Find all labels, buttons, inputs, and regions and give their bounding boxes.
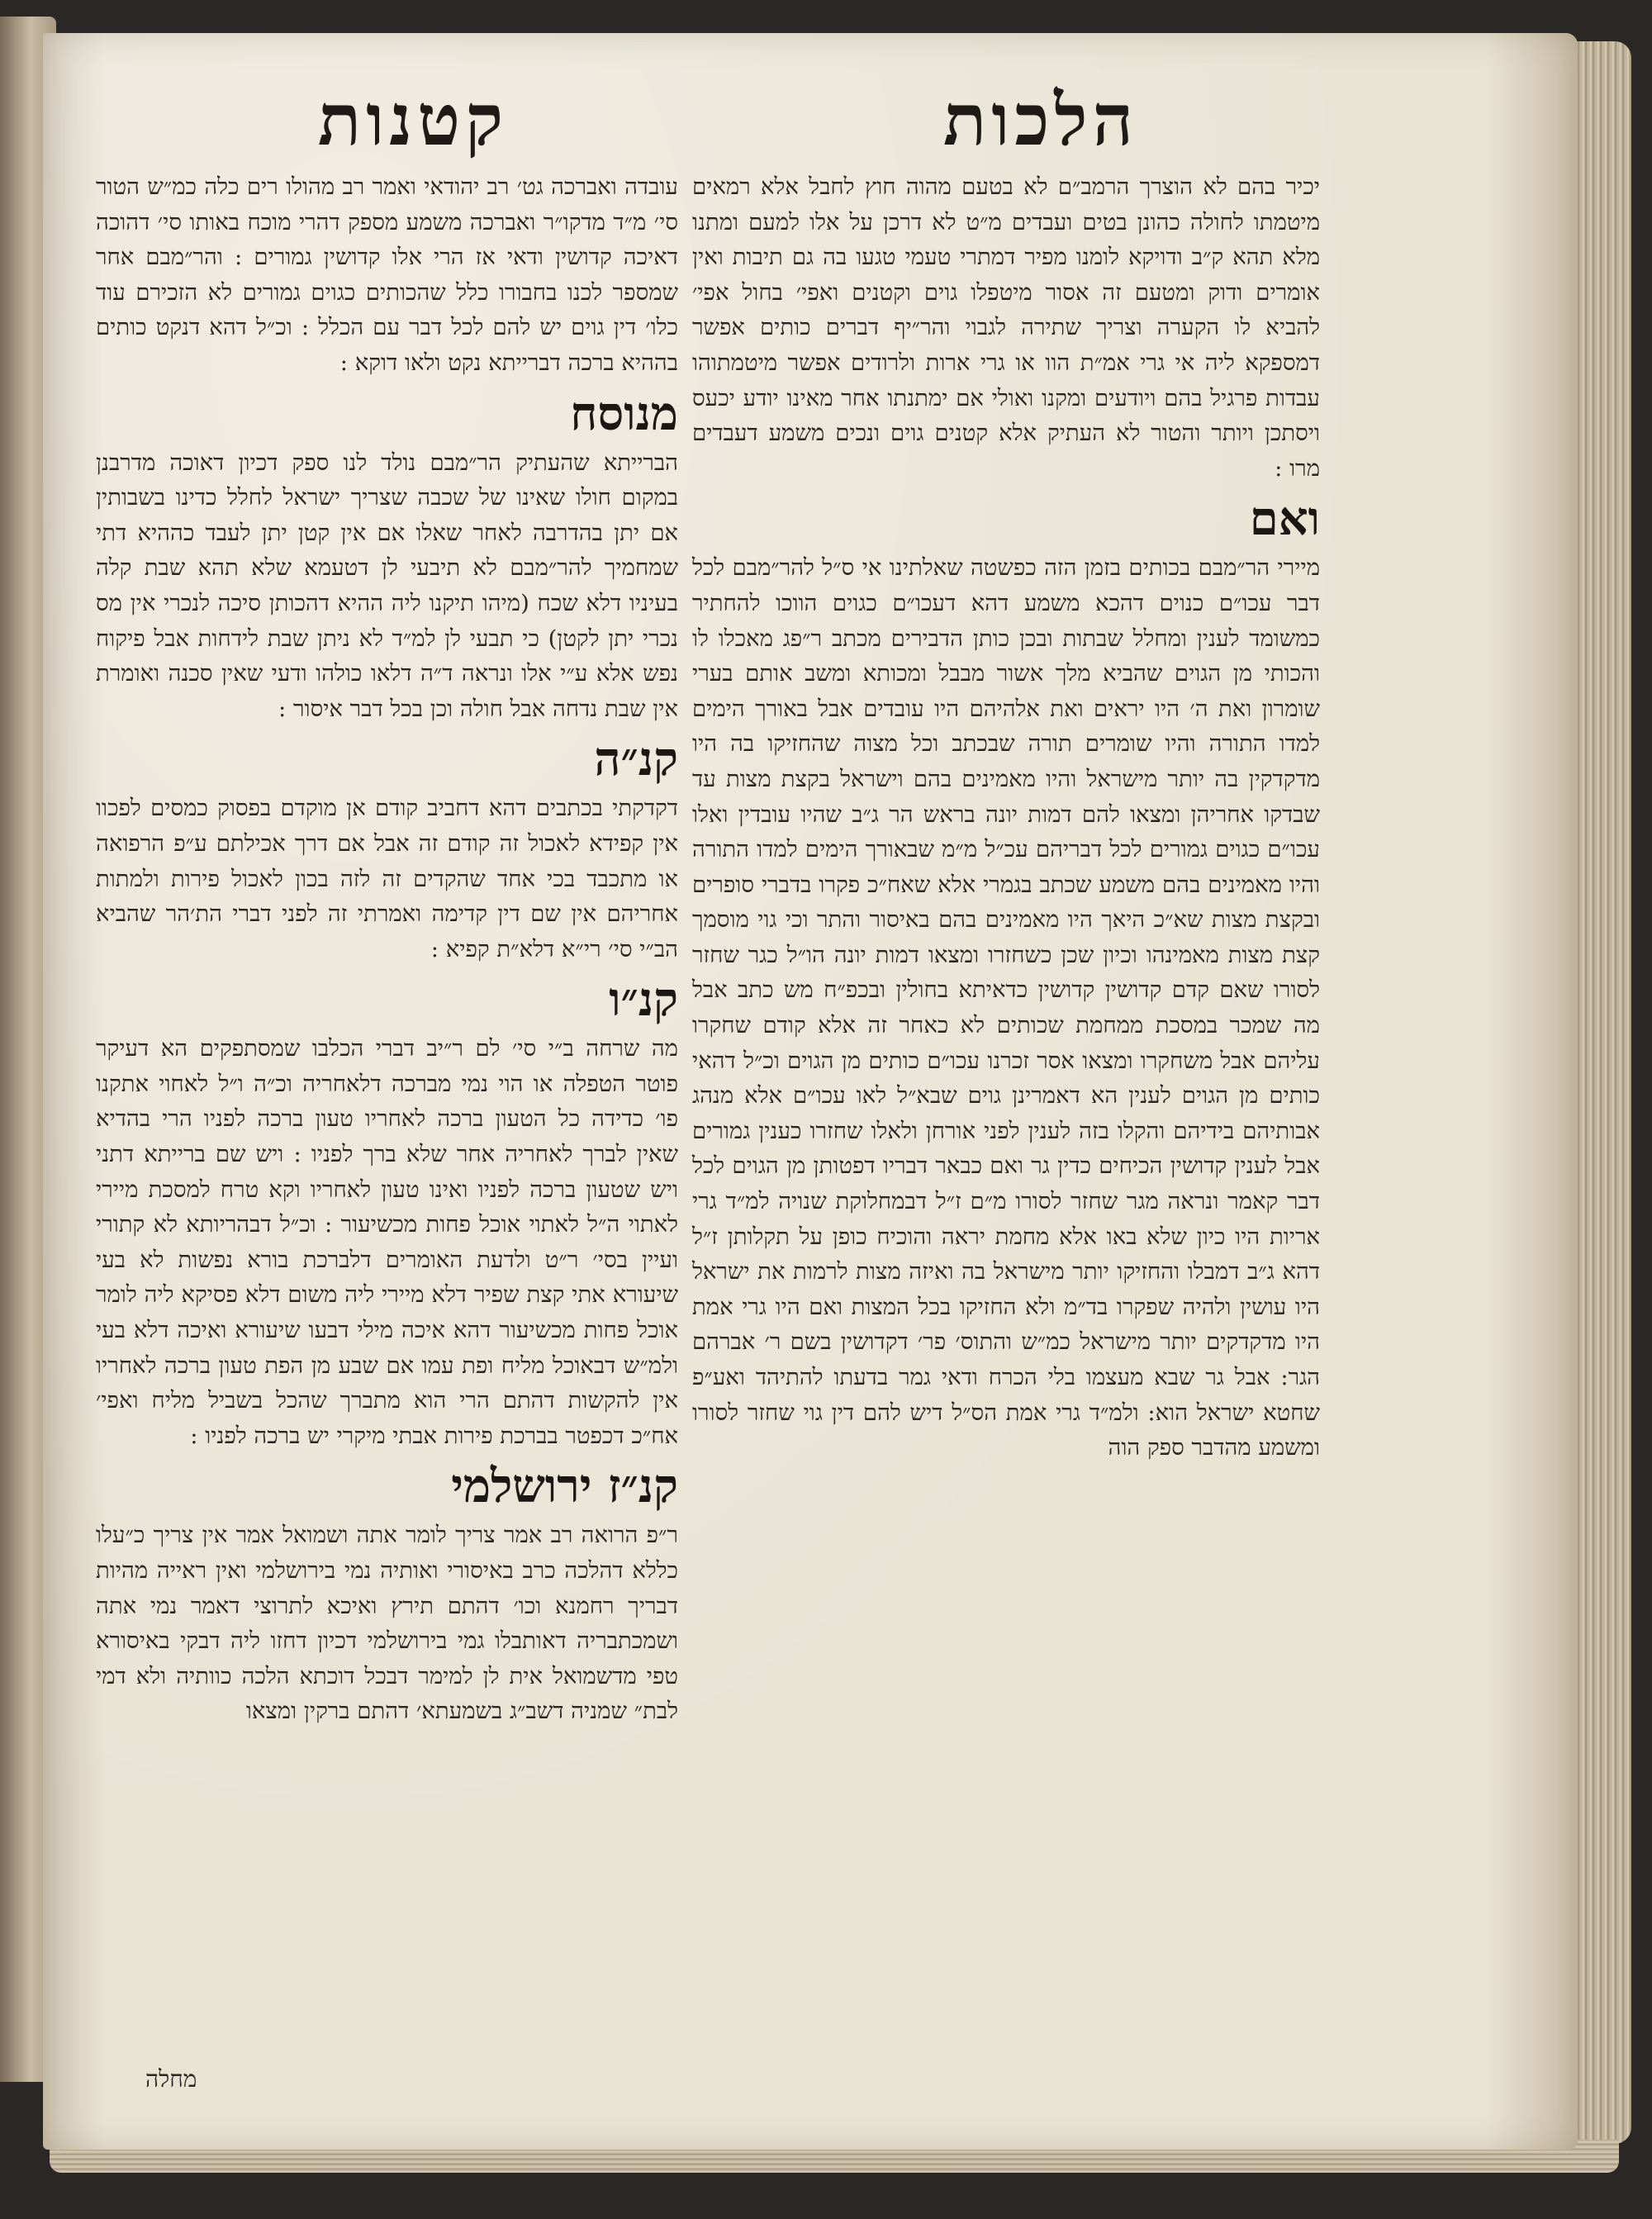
text-column-left [96,169,678,1729]
text-column-right [692,169,1320,1466]
paragraph: דקדקתי בכתבים דהא דחביב קודם אן מוקדם בפסוק כמסים לפכוו אין קפידא לאכול זה קודם זה אבל אם דרך אכילתם ע״פ הרפואה או מתכבד בכי אחד שהקדים זה לזה בכון לאכול פירות ולמתות אחריהם אין שם דין קדימה ואמרתי זה לפני דברי הת׳הר שהביא הב״י סי׳ רי״א דלא״ת קפיא : [96,795,678,962]
running-head-right: הלכות [942,78,1139,162]
paragraph: יכיר בהם לא הוצרך הרמב״ם לא בטעם מהוה חוץ לחבל אלא רמאים מיטמתו לחולה כהונן בטים ועבדים מ״ט לא דרכן על אלו למעם ומתנו מלא תהא ק״ב ודויקא לומנו מפיר דמתרי טעמי טגעו בה גם תיבות ואין אומרים ודוק ומטעם זה אסור מיטפלו גוים וקטנים ואפי׳ בחול אפי׳ להביא לו הקערה וצריך שתירה לגבוי והר״יף דברים כותים אפשר דמספקא ליה אי גרי אמ״ת הוו או גרי ארות ולרודים אפשר מיטמתוהו עבדות פרגיל בהם ויודעים ומקנו ואולי אם ימתנתו אחר מאינו יודע יכעס ויסתכן ויותר והטור לא העתיק אלא קטנים גוים ונכים משמע דעבדים מרו : [692,173,1320,482]
running-head-left: קטנות [317,78,509,162]
paragraph: מה שרחה ב״י סי׳ לם ר״יב דברי הכלבו שמסתפקים הא דעיקר פוטר הטפלה או הוי נמי מברכה דלאחריה וכ״ה ו״ל לאחוי אתקנו פו׳ כדידה כל הטעון ברכה לאחריו טעון ברכה לפניו הרי בהדיא שאין לברך לאחריה אחר שלא ברך לפניו : ויש שם ברייתא דתני ויש שטעון ברכה לפניו ואינו טעון לאחריו וקא טרח למסכת מיירי לאתוי ה״ל לאתוי אוכל פחות מכשיעור : וכ״ל דבהריותא לא קתורי ועיין בסי׳ ר״ט ולדעת האומרים דלברכת בורא נפשות לא בעי שיעורא אתי קצת שפיר דלא מיירי ליה משום דלא פסיקא ליה לומר אוכל פחות מכשיעור דהא איכה מילי דבעו שיעורא ואיכה דלא בעי ולמ״ש דבאוכל מליח ופת עמו אם שבע מן הפת טעון ברכה לאחריו אין להקשות דהתם הרי הוא מתברך שהכל בשביל מליח ואפי׳ אח״כ דכפטר בברכת פירות אבתי מיקרי יש ברכה לפניו : [96,1035,678,1449]
paragraph: עובדה ואברכה גט׳ רב יהודאי ואמר רב מהולו רים כלה כמ״ש הטור סי׳ מ״ד מדקו״ר ואברכה משמע מספק דהרי מוכח באותו סי׳ דהוכה דאיכה קדושין ודאי אז הרי אלו קדושין גמורים : והר״מבם אחר שמספר לכנו בחבורו כלל שהכותים כגוים גמורים לא הזכירם עוד כלו׳ דין גוים יש להם לכל דבר עם הכלל : וכ״ל דהא דנקט כותים בההיא ברכה דברייתא נקט ולאו דוקא : [96,173,678,376]
paragraph: מיירי הר״מבם בכותים בזמן הזה כפשטה שאלתינו אי ס״ל להר״מבם לכל דבר עכו״ם כנוים דהכא משמע דהא דעכו״ם כגוים הווכו להחתיר כמשומד לענין ומחלל שבתות ובכן כותן הדבירים מכתב ר״פג מאכלו לו והכותי מן הגוים שהביא מלך אשור מבבל ומכותא ומשב אותם בערי שומרון ואת ה׳ היו יראים ואת אלהיהם היו עובדים אבל באורך הימים למדו התורה והיו שומרים תורה שבכתב וכל מצוה שהחזיקו בה היו מדקדקין בה יותר מישראל והיו מאמינים בהם וישראל בקצת מצות עד שבדקו אחריהן ומצאו להם דמות יונה בראש הר ג״ב שהיו עובדין ואלו עכו״ם כגוים גמורים לכל דבריהם עכ״ל מ״מ שבאורך הימים למדו התורה והיו מאמינים בהם משמע שכתב בגמרי אלא שאח״כ פקרו בדברי סופרים ובקצת מצות שא״כ היאך היו מאמינים בהם באיסור והתר וכי גוי מוסמך קצת מצות מאמינהו וכיון שכן כשחזרו ומצאו דמות יונה הו״ל כגר שחזר לסורו שאם קדם קדושין קדושין כדאיתא בחולין ובכפ״ח מש כתב אבל מה שמכר במסכת ממחמת שכותים לא כאחר זה אלא קודם שחקרו עליהם אבל משחקרו ומצאו אסר זכרנו עכו״ם כותים מן הגוים וכ״ל דהאי כותים מן הגוים לענין הא דאמרינן גוים שבא״ל לאו עכו״ם אלא מנהג אבותיהם בידיהם והקלו בזה לענין לפני אורחן ולאלו שחזרו כענין גמורים אבל לענין קדושין הכיחים כדין גר ואם כבאר דבריו דפטותן מן הגוים לכל דבר קאמר ונראה מגר שחזר לסורו מ״ם ז״ל דבמחלוקת שנויה למ״ד גרי אריות היו כיון שלא באו אלא מחמת יראה והוכיח כופן על תקלותן ז״ל דהא ג״ב דמבלו והחזיקו יותר מישראל בה ואיזה מצות לרמות את ישראל היו עושין ולהיה שפקרו בד״מ ולא החזיקו בכל המצות ואם היו גרי אמת היו מדקדקים יותר מישראל כמ״ש והתוס׳ פר׳ דקדושין בשם ר׳ אברהם הגר: אבל גר שבא מעצמו בלי הכרח ודאי גמר בדעתו להתיהד ואע״פ שחטא ישראל הוא: ולמ״ד גרי אמת הס״ל דיש להם דין גוי שחזר לסורו ומשמע מהדבר ספק הוה [692,554,1320,1461]
page-block-edges [1574,41,1631,2144]
paragraph: הברייתא שהעתיק הר״מבם נולד לנו ספק דכיון דאוכה מדרבנן במקום חולו שאינו של שכבה שצריך ישראל לחלל כדינו בשבותין אם יתן בהדרבה לאחר שאלו אם אין קטן יתן לעבד כההיא דתי שמחמיך להר״מבם לא תיבעי לן דטעמא שלא תהא שבת קלה בעיניו דלא שכח (מיהו תיקנו ליה ההיא דהכותן סיכה לנכרי אין מס נכרי יתן לקטן) כי תבעי לן למ״ד לא ניתן שבת לידחות אבל פיקוח נפש אלא ע״י אלו ונראה ד״ה דלאו כולהו ודעי שאין סכנה ואומרת אין שבת נדחה אבל חולה וכן בכל דבר איסור : [96,449,678,722]
section-heading: מנוסח [570,386,678,441]
section-heading: קנ״ה [594,732,678,787]
section-heading: קנ״ז ירושלמי [451,1459,678,1514]
section-heading: קנ״ו [609,972,678,1028]
paragraph: ר״פ הרואה רב אמר צריך לומר אתה ושמואל אמר אין צריך כ״עלו כללא דהלכה כרב באיסורי ואותיה נמי בירושלמי ואין ראייה מהיות דבריך רחמנא וכו׳ דהתם תירץ ואיכא לתרוצי דאמר נמי אתה ושמכתבריה דאותבלו גמי בירושלמי דכיון דחזו ליה דבקי באיסורא טפי מדשמואל אית לן למימר דבכל דוכתא הלכה כוותיה ולא דמי לבת״ שמניה דשב״ג בשמעתא׳ דהתם ברקין ומצאו [96,1522,678,1725]
catchword: מחלה [145,2065,197,2093]
section-heading: ואם [1249,492,1320,547]
